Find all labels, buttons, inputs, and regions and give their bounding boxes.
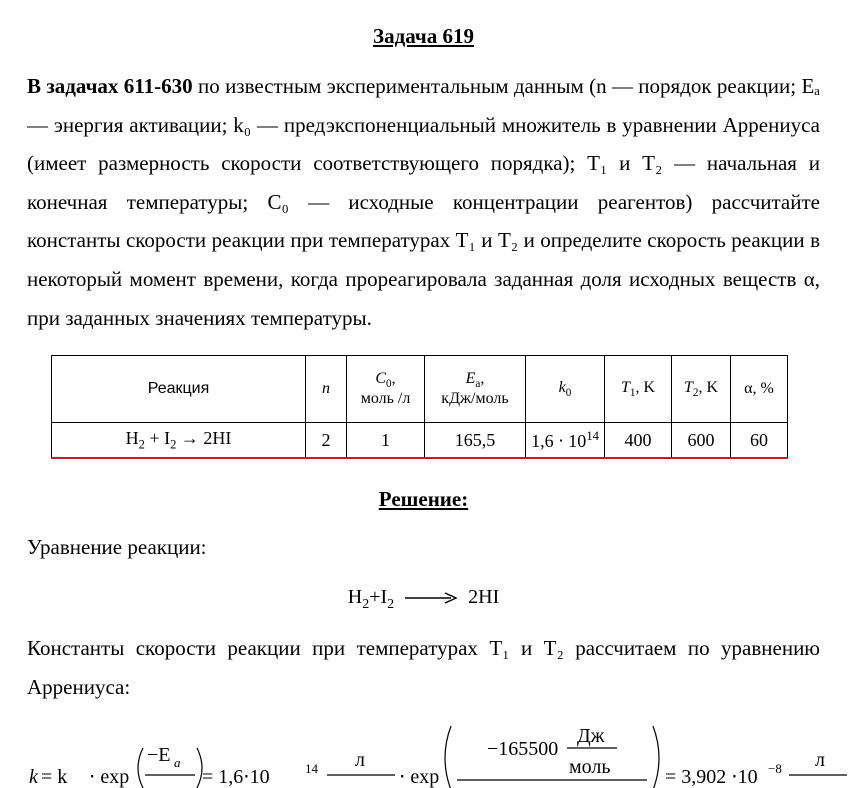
svg-text:л: л [355, 749, 365, 771]
svg-text:k: k [29, 766, 38, 788]
header-k0: $k_0$ [526, 356, 605, 423]
cell-t2: 600 [672, 423, 731, 459]
arrhenius-formula [27, 718, 847, 788]
svg-text:a: a [174, 755, 181, 770]
arrhenius-paragraph: Константы скорости реакции при температурах T₁ и T₂ рассчитаем по уравнению Аррениуса: [27, 636, 820, 699]
intro-paragraph [27, 67, 820, 337]
table-row [52, 423, 788, 459]
svg-text:= 1,6⋅10: = 1,6⋅10 [202, 766, 270, 788]
cell-k0: $1,6 \cdot 10^{14}$ [526, 423, 605, 459]
header-reaction: Реакция [52, 356, 306, 423]
cell-ea: 165,5 [425, 423, 526, 459]
header-c0: $C_0$, моль /л [347, 356, 425, 423]
svg-text:−8: −8 [768, 761, 782, 776]
svg-text:моль: моль [569, 756, 611, 778]
reaction-equation-label: Уравнение реакции: [27, 535, 207, 559]
solution-heading: Решение: [378, 487, 469, 511]
header-n: n [306, 356, 347, 423]
header-ea: $E_a$, кДж/моль [425, 356, 526, 423]
svg-text:= 3,902 ⋅10: = 3,902 ⋅10 [665, 766, 758, 788]
header-t2: $T_2$, K [672, 356, 731, 423]
cell-c0: 1 [347, 423, 425, 459]
intro-text: по известным экспериментальным данным (n — порядок реакции; Eₐ — энергия активации; k₀ — предэкспоненциальный множитель в уравнении Аррениуса (имеет размерность скорости соответствующего порядка); T₁ и T₂ — начальная и конечная температуры; C₀ — исходные концентрации реагентов) рассчитайте константы скорости реакции при температурах T₁ и T₂ и определите скорость реакции в некоторый момент времени, когда прореагировала заданная доля исходных веществ α, при заданных значениях температуры. [27, 74, 821, 330]
svg-text:14: 14 [305, 761, 318, 776]
page-title: Задача 619 [373, 24, 474, 48]
svg-text:−E: −E [147, 744, 171, 766]
svg-text:л: л [815, 749, 825, 771]
cell-t1: 400 [605, 423, 672, 459]
header-t1: $T_1$, K [605, 356, 672, 423]
cell-alpha: 60 [731, 423, 788, 459]
cell-reaction: $H_2 + I_2 \to 2HI$ [52, 423, 306, 459]
svg-text:Дж: Дж [577, 725, 605, 747]
reaction-equation: $H_2+I_2$ 2HI [347, 586, 500, 612]
reaction-arrow-icon [405, 592, 457, 604]
task-data-table [51, 355, 788, 459]
intro-bold-lead: В задачах 611-630 [27, 74, 193, 98]
svg-text:−165500: −165500 [487, 738, 559, 760]
cell-n: 2 [306, 423, 347, 459]
svg-text:⋅ exp: ⋅ exp [399, 766, 440, 788]
table-header-row [52, 356, 788, 423]
header-alpha: α, % [731, 356, 788, 423]
svg-text:= k: = k [41, 766, 68, 788]
svg-text:⋅ exp: ⋅ exp [89, 766, 130, 788]
